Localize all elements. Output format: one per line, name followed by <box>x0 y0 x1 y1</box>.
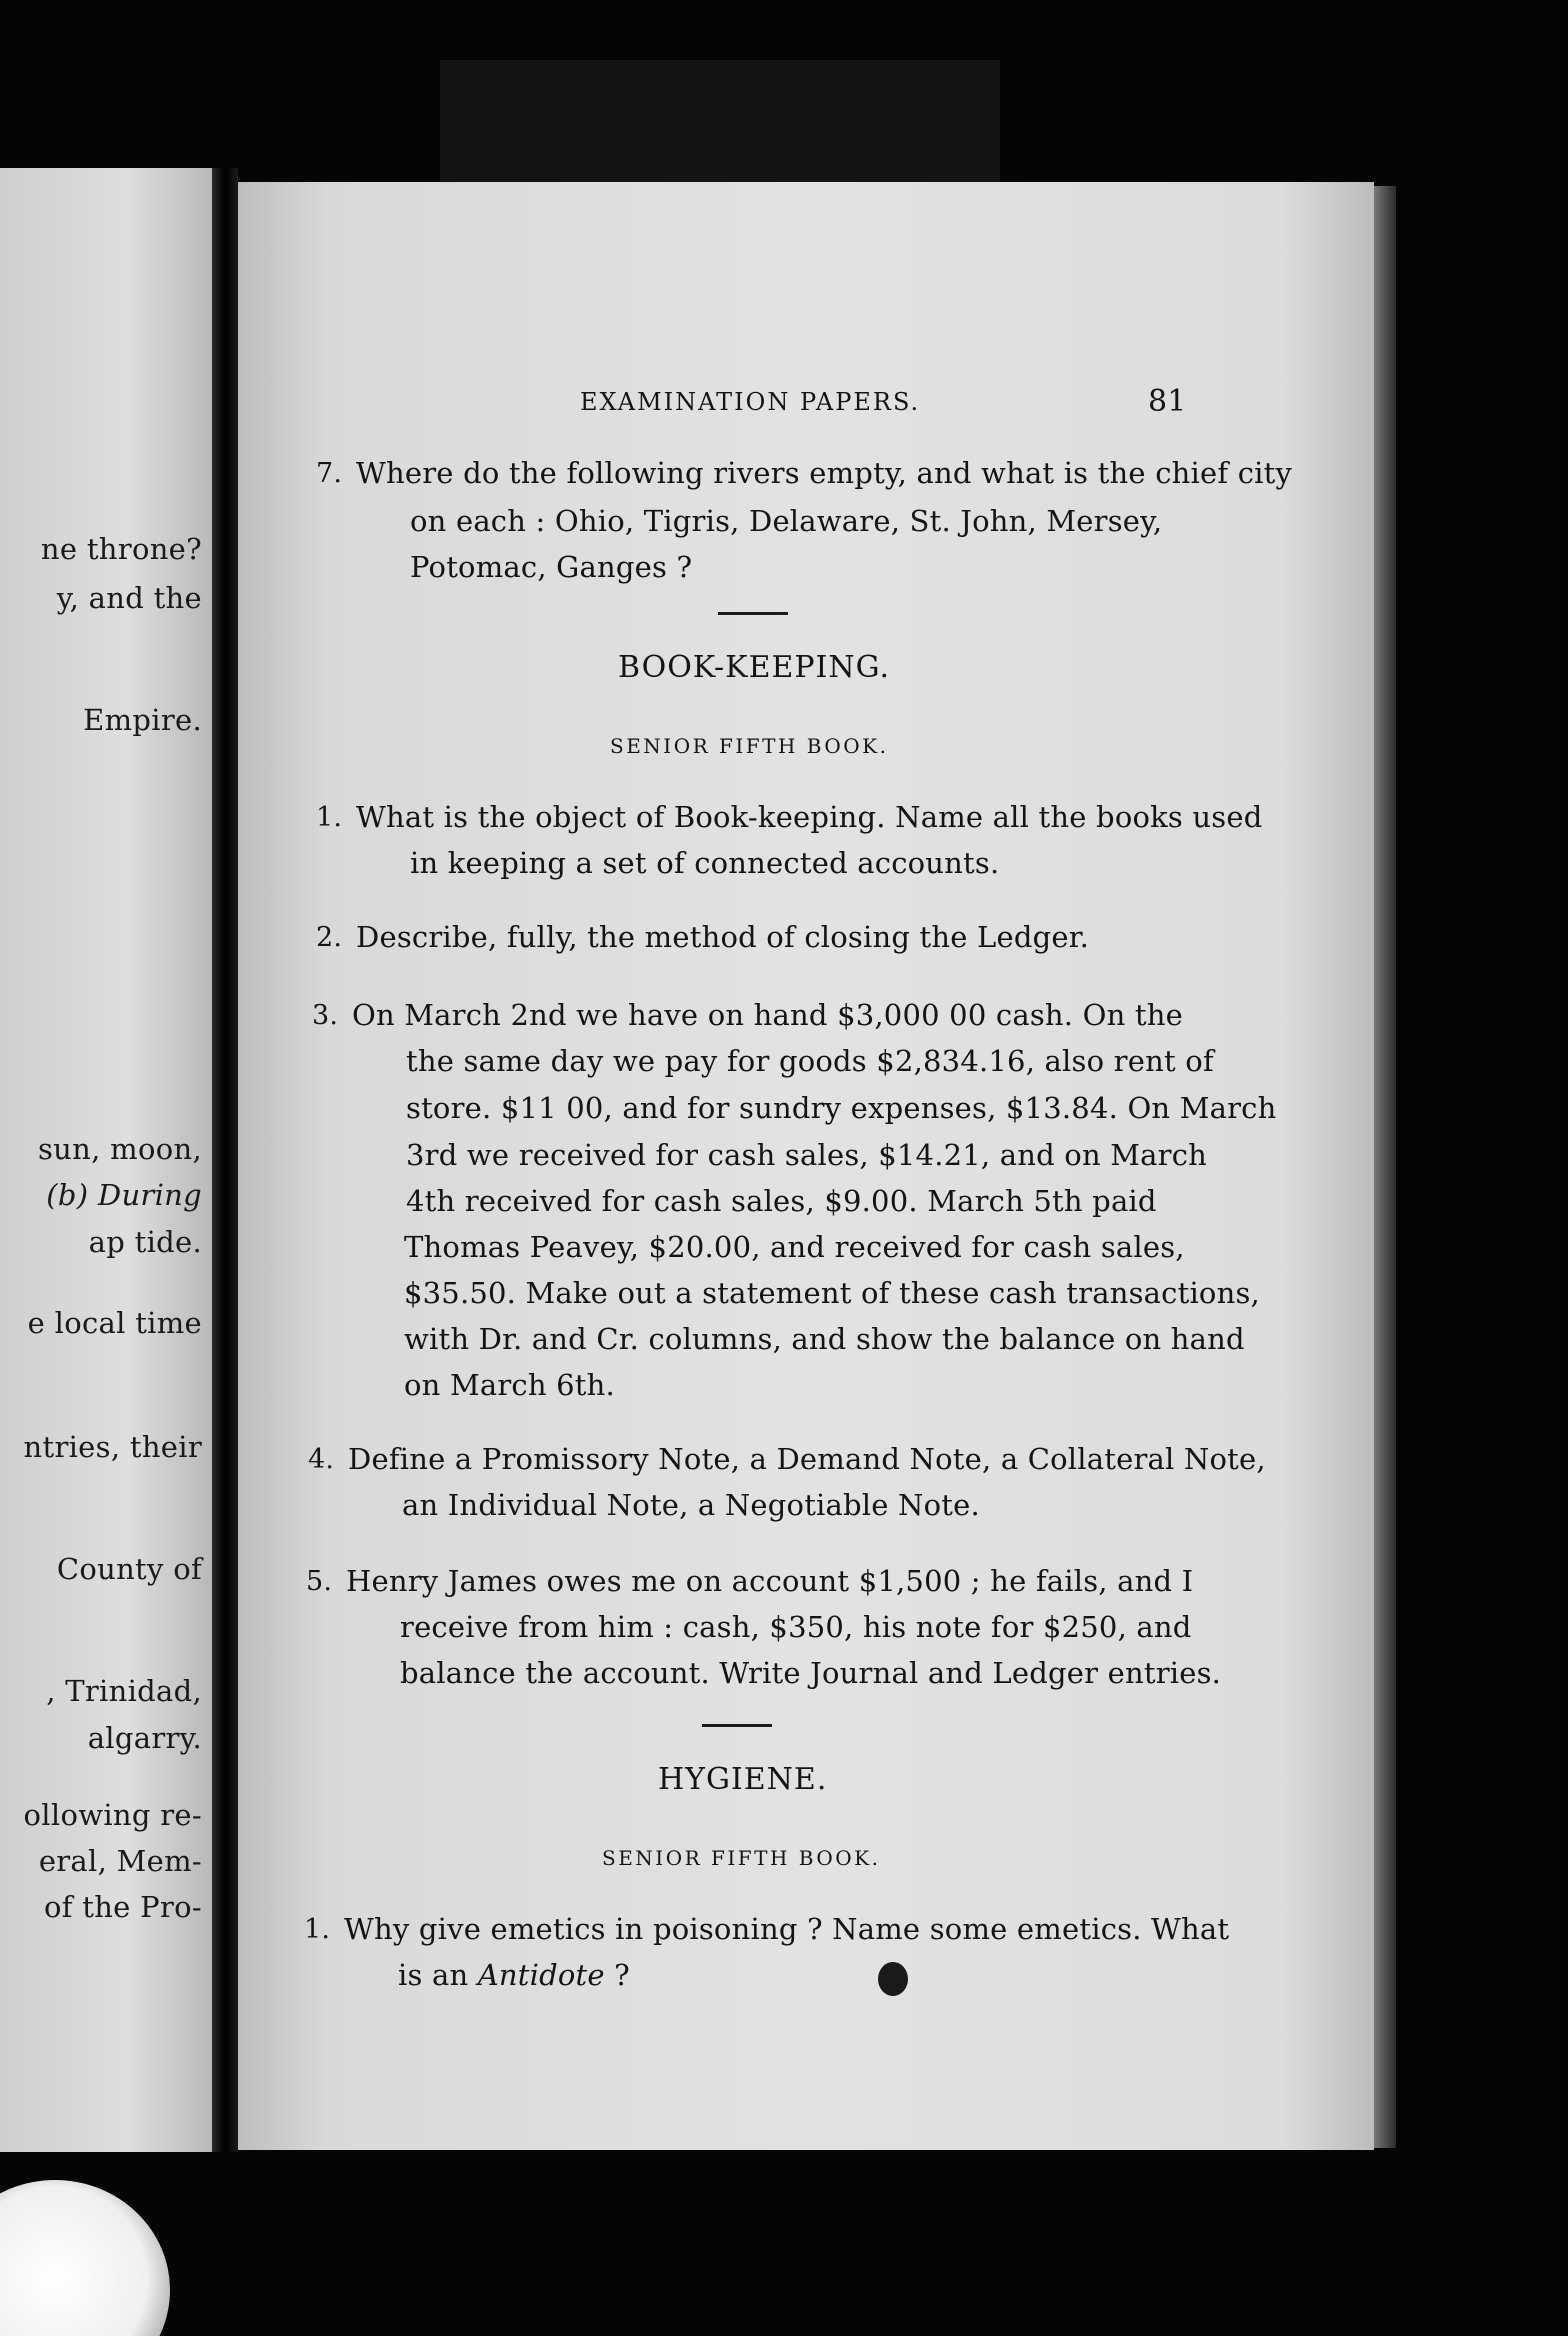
question-number: 2. <box>316 922 343 953</box>
question-number: 1. <box>316 802 343 833</box>
left-page-line: (b) During <box>46 1178 202 1212</box>
left-page-line: ollowing re- <box>23 1798 202 1832</box>
left-page-line: County of <box>56 1552 202 1586</box>
left-page-fragment <box>0 168 212 2152</box>
question-text: balance the account. Write Journal and Ledger entries. <box>400 1656 1222 1690</box>
antidote-term: Antidote <box>477 1958 605 1992</box>
question-text: $35.50. Make out a statement of these cash transactions, <box>404 1276 1260 1310</box>
left-page-line: Empire. <box>83 703 202 737</box>
question-number: 4. <box>308 1444 335 1475</box>
question-text: Thomas Peavey, $20.00, and received for cash sales, <box>404 1230 1185 1264</box>
left-page-line: ntries, their <box>23 1430 202 1464</box>
question-text: store. $11 00, and for sundry expenses, $13.84. On March <box>406 1091 1277 1125</box>
question-text: on each : Ohio, Tigris, Delaware, St. John, Mersey, <box>410 504 1163 538</box>
left-page-line: eral, Mem- <box>38 1844 202 1878</box>
page-number: 81 <box>1148 384 1187 419</box>
question-text: 4th received for cash sales, $9.00. March 5th paid <box>406 1184 1157 1218</box>
left-page-line: of the Pro- <box>43 1890 202 1924</box>
left-page-line: ne throne? <box>40 532 202 566</box>
question-text: 3rd we received for cash sales, $14.21, and on March <box>406 1138 1208 1172</box>
left-page-line: y, and the <box>56 581 202 615</box>
left-page-line: ap tide. <box>88 1225 202 1259</box>
question-text: in keeping a set of connected accounts. <box>410 846 1000 880</box>
question-number: 7. <box>316 458 343 489</box>
question-text: the same day we pay for goods $2,834.16, also rent of <box>406 1044 1214 1078</box>
question-text: Define a Promissory Note, a Demand Note, a Collateral Note, <box>348 1442 1266 1476</box>
section-title: HYGIENE. <box>658 1762 828 1797</box>
ink-blot <box>878 1962 908 1996</box>
book-gutter <box>212 168 238 2152</box>
question-text: with Dr. and Cr. columns, and show the balance on hand <box>404 1322 1245 1356</box>
section-divider <box>718 612 788 615</box>
page-edge-shadow <box>1374 186 1396 2148</box>
question-text: on March 6th. <box>404 1368 615 1402</box>
question-text: Where do the following rivers empty, and what is the chief city <box>356 456 1293 490</box>
question-text: Why give emetics in poisoning ? Name some emetics. What <box>344 1912 1230 1946</box>
question-text: an Individual Note, a Negotiable Note. <box>402 1488 980 1522</box>
question-text <box>398 1958 630 1992</box>
left-page-line: , Trinidad, <box>46 1674 202 1708</box>
question-text: Potomac, Ganges ? <box>410 550 693 584</box>
question-text: Henry James owes me on account $1,500 ; he fails, and I <box>346 1564 1194 1598</box>
question-number: 5. <box>306 1566 333 1597</box>
left-page-line: sun, moon, <box>38 1132 202 1166</box>
antidote-suffix: ? <box>604 1958 630 1992</box>
question-text: Describe, fully, the method of closing the Ledger. <box>356 920 1090 954</box>
scanner-shadow <box>440 60 1000 190</box>
section-divider <box>702 1724 772 1727</box>
left-page-line: algarry. <box>87 1721 202 1755</box>
left-page-line: e local time <box>27 1306 202 1340</box>
section-title: BOOK-KEEPING. <box>618 650 891 685</box>
antidote-prefix: is an <box>398 1958 478 1992</box>
scanner-glare <box>0 2180 170 2336</box>
page-81 <box>238 182 1374 2150</box>
question-number: 1. <box>304 1914 331 1945</box>
question-text: What is the object of Book-keeping. Name all the books used <box>356 800 1263 834</box>
section-subtitle: SENIOR FIFTH BOOK. <box>610 734 889 758</box>
question-text: On March 2nd we have on hand $3,000 00 cash. On the <box>352 998 1183 1032</box>
question-text: receive from him : cash, $350, his note for $250, and <box>400 1610 1192 1644</box>
question-number: 3. <box>312 1000 339 1031</box>
running-title: EXAMINATION PAPERS. <box>580 388 921 416</box>
section-subtitle: SENIOR FIFTH BOOK. <box>602 1846 881 1870</box>
